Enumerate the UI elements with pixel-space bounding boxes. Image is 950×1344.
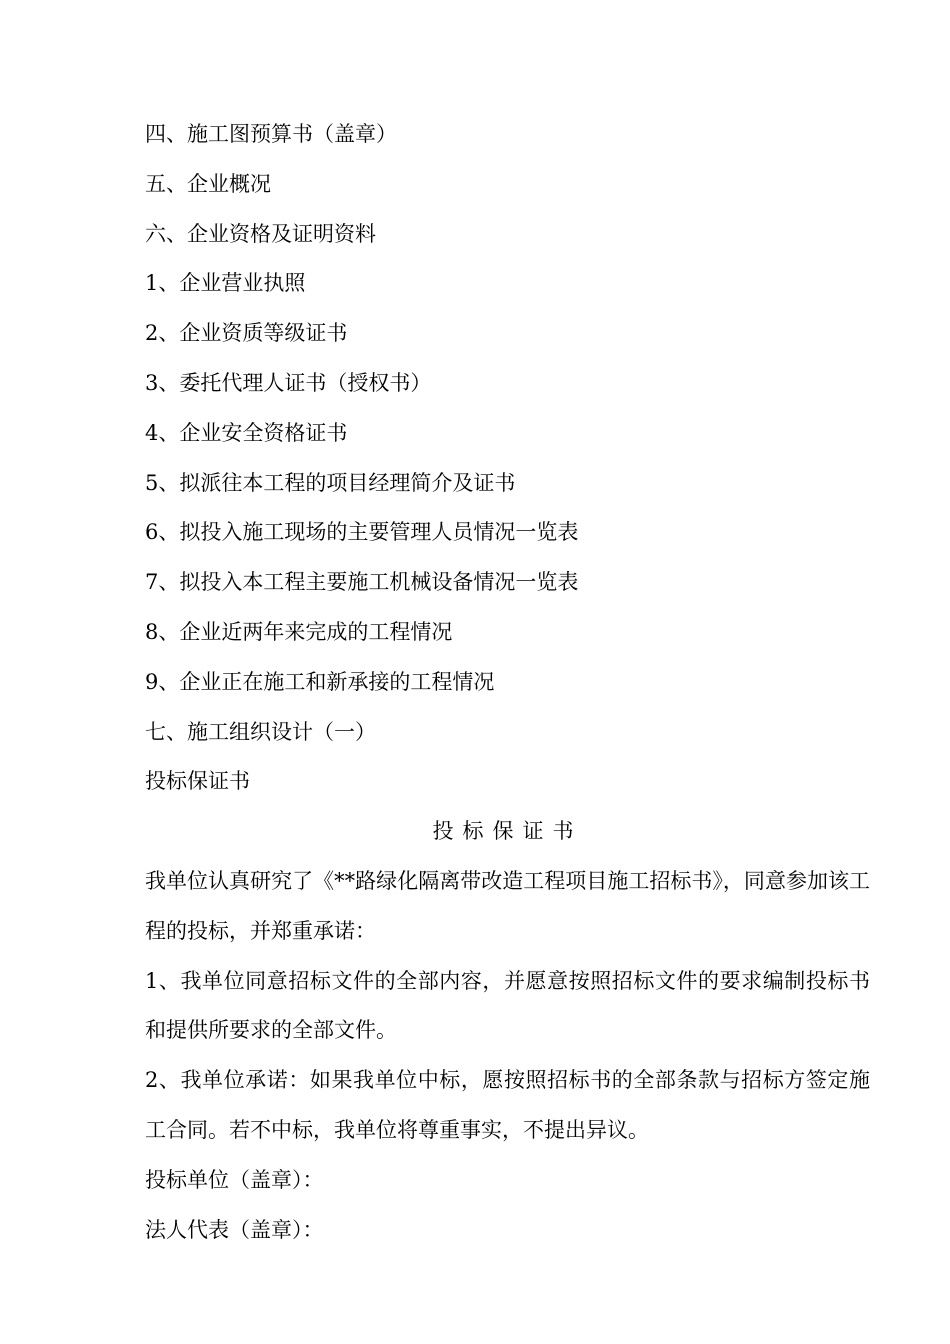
toc-item-4: 四、施工图预算书（盖章）	[145, 122, 397, 146]
toc-subitem-6: 6、拟投入施工现场的主要管理人员情况一览表	[145, 520, 579, 545]
toc-subitem-8: 8、企业近两年来完成的工程情况	[145, 619, 453, 644]
document-body	[145, 110, 870, 1255]
guarantee-title: 投标保证书	[432, 819, 583, 844]
legal-rep-signature-line: 法人代表（盖章）：	[145, 1217, 324, 1242]
toc-subitem-7: 7、拟投入本工程主要施工机械设备情况一览表	[145, 570, 579, 595]
toc-item-6: 六、企业资格及证明资料	[145, 221, 376, 246]
toc-subitem-9: 9、企业正在施工和新承接的工程情况	[145, 669, 495, 694]
toc-item-guarantee: 投标保证书	[145, 769, 250, 794]
guarantee-intro: 我单位认真研究了《**路绿化隔离带改造工程项目施工招标书》，同意参加该工程的投标，并郑重承诺：	[145, 868, 870, 943]
toc-subitem-5: 5、拟派往本工程的项目经理简介及证书	[145, 470, 516, 495]
toc-item-7: 七、施工组织设计（一）	[145, 719, 376, 744]
bidder-signature-line: 投标单位（盖章）：	[145, 1167, 324, 1192]
toc-subitem-3: 3、委托代理人证书（授权书）	[145, 370, 432, 395]
guarantee-clause-1: 1、我单位同意招标文件的全部内容，并愿意按照招标文件的要求编制投标书和提供所要求的全部文件。	[145, 968, 870, 1043]
guarantee-clause-2: 2、我单位承诺：如果我单位中标，愿按照招标书的全部条款与招标方签定施工合同。若不中标，我单位将尊重事实，不提出异议。	[145, 1068, 870, 1142]
toc-item-5: 五、企业概况	[145, 171, 271, 196]
toc-subitem-4: 4、企业安全资格证书	[145, 420, 348, 445]
toc-subitem-2: 2、企业资质等级证书	[145, 321, 348, 346]
toc-subitem-1: 1、企业营业执照	[145, 271, 306, 296]
